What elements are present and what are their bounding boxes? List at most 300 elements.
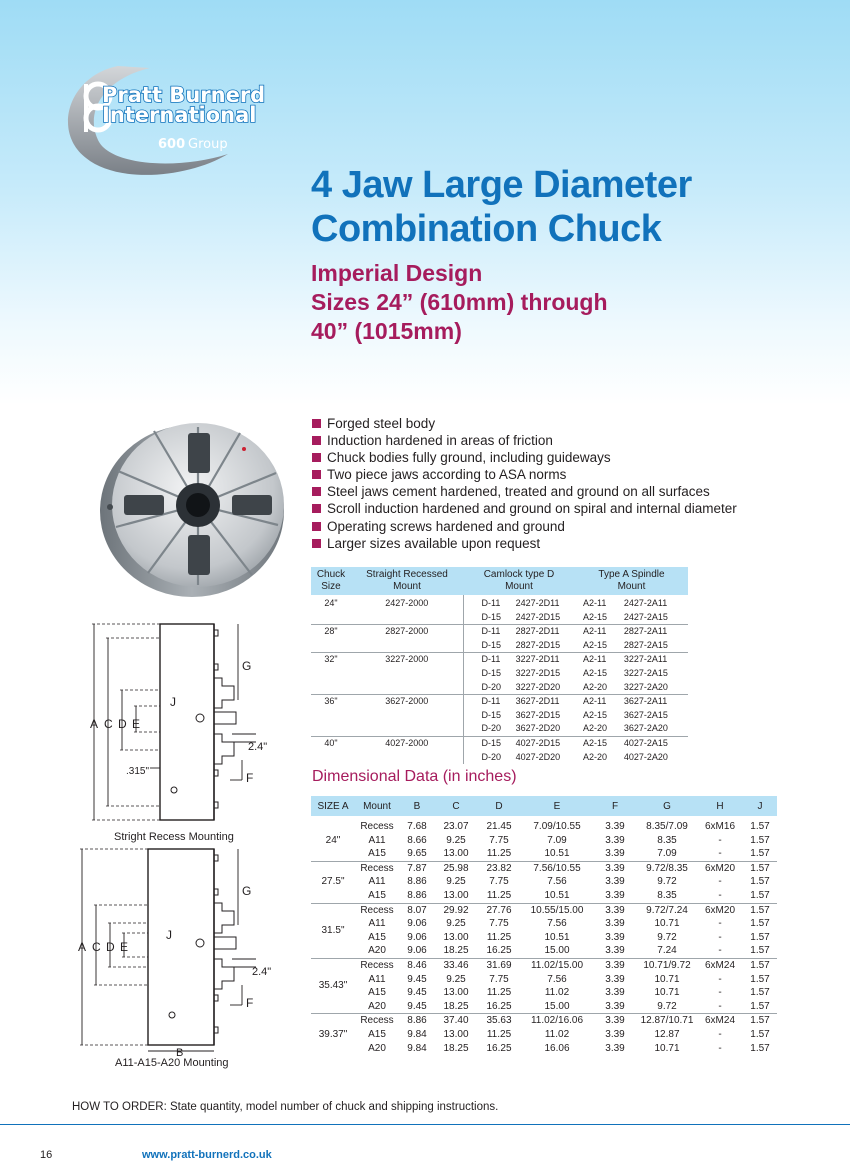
table-row xyxy=(311,1028,777,1042)
dim-cell: 3.39 xyxy=(593,958,637,972)
dim-cell: A11 xyxy=(368,876,386,888)
subtitle-line3: 40” (1015mm) xyxy=(311,318,462,344)
chuck-product-image xyxy=(92,415,287,600)
dim-cell: 7.75 xyxy=(489,973,509,985)
subtitle-line1: Imperial Design xyxy=(311,260,483,286)
dim-cell: 29.92 xyxy=(435,903,477,917)
cell-typea-part: 3627-2A20 xyxy=(623,723,668,734)
dim-cell: 9.25 xyxy=(446,834,466,846)
dim-cell: 18.25 xyxy=(443,945,469,957)
table-row xyxy=(311,903,777,917)
dim-cell: 11.25 xyxy=(486,889,512,901)
bullet-square-icon xyxy=(312,522,321,531)
dim-cell: 7.87 xyxy=(399,861,435,875)
dim-cell: 13.00 xyxy=(443,889,469,901)
dim-cell: 6xM24 xyxy=(697,1014,743,1028)
bullet-square-icon xyxy=(312,453,321,462)
dim-cell: 7.56/10.55 xyxy=(521,861,593,875)
cell-camlock-part: 3227-2D15 xyxy=(515,667,561,678)
table-row xyxy=(311,889,777,903)
cell-camlock-part: 2827-2D11 xyxy=(514,625,575,639)
dim-header-cell: Mount xyxy=(355,796,399,816)
dim-cell: 31.69 xyxy=(477,958,521,972)
company-logo xyxy=(58,62,328,187)
dim2-label-b: B xyxy=(176,1047,184,1057)
cell-camlock: D-11 xyxy=(463,653,514,667)
dim-cell: Recess xyxy=(355,861,399,875)
cell-straight: 3227-2000 xyxy=(351,653,463,667)
dim-cell: 3.39 xyxy=(605,848,625,860)
subtitle-line2: Sizes 24” (610mm) through xyxy=(311,289,608,315)
cell-straight: 4027-2000 xyxy=(351,736,463,750)
dim-cell: 3.39 xyxy=(605,973,625,985)
cell-straight xyxy=(351,722,463,736)
dim-cell: - xyxy=(718,987,722,999)
cell-typea: A2-11 xyxy=(575,625,622,639)
order-note: HOW TO ORDER: State quantity, model number of chuck and shipping instructions. xyxy=(72,1101,499,1113)
feature-item xyxy=(312,415,832,432)
dim-cell: 27.76 xyxy=(477,903,521,917)
cell-straight xyxy=(351,667,463,681)
dim-cell: 7.56 xyxy=(547,876,567,888)
cell-camlock: D-20 xyxy=(463,681,514,695)
dim-cell: - xyxy=(718,945,722,957)
dim-cell: - xyxy=(718,848,722,860)
dim-header-cell: H xyxy=(697,796,743,816)
dim-cell: 3.39 xyxy=(605,889,625,901)
dim-cell: - xyxy=(718,1042,722,1054)
dim-cell: - xyxy=(718,834,722,846)
page-number: 16 xyxy=(40,1149,53,1161)
bullet-square-icon xyxy=(312,419,321,428)
dim-cell: 15.00 xyxy=(544,945,570,957)
cell-size: 28" xyxy=(311,625,351,639)
mount-table xyxy=(311,567,688,764)
dim-cell: 1.57 xyxy=(743,903,777,917)
dim-cell: 18.25 xyxy=(443,1000,469,1012)
dim-cell: 1.57 xyxy=(750,987,770,999)
dim-cell: 23.82 xyxy=(477,861,521,875)
dim-cell: - xyxy=(718,931,722,943)
dim-cell: 37.40 xyxy=(435,1014,477,1028)
bullet-square-icon xyxy=(312,436,321,445)
dim-cell: 3.39 xyxy=(605,945,625,957)
dim-cell: 3.39 xyxy=(605,987,625,999)
dim-cell: - xyxy=(718,1000,722,1012)
cell-typea-part: 4027-2A15 xyxy=(622,736,688,750)
dim-cell: 11.25 xyxy=(486,931,512,943)
cell-size-a: 24" xyxy=(325,834,341,846)
dim-cell: 9.72/7.24 xyxy=(637,903,697,917)
dim-cell: A20 xyxy=(368,945,386,957)
dim-cell: - xyxy=(718,973,722,985)
dim-cell: 8.07 xyxy=(399,903,435,917)
dim-cell: 33.46 xyxy=(435,958,477,972)
logo-group-number: 600 xyxy=(158,137,186,152)
cell-size: 32" xyxy=(311,653,351,667)
table-row xyxy=(311,736,688,750)
dim-cell: 6xM24 xyxy=(697,958,743,972)
dim-cell: 10.71 xyxy=(654,1042,680,1054)
feature-item xyxy=(312,535,832,552)
dim-cell: 7.09/10.55 xyxy=(533,821,581,832)
dim-label-24: 2.4" xyxy=(248,741,268,753)
dim2-label-d: D xyxy=(106,940,115,954)
cell-typea-part: 3627-2A11 xyxy=(622,695,688,709)
cell-size xyxy=(311,709,351,723)
dim-cell: 1.57 xyxy=(750,918,770,930)
dim-cell: 10.55/15.00 xyxy=(521,903,593,917)
dim-label-e: E xyxy=(132,717,141,731)
dim-cell: 18.25 xyxy=(443,1042,469,1054)
cell-straight xyxy=(351,611,463,625)
dim-cell: 6xM16 xyxy=(704,821,735,832)
cell-size xyxy=(311,681,351,695)
dim-cell: 7.24 xyxy=(657,945,677,957)
cell-typea: A2-15 xyxy=(583,667,608,678)
dimensional-table-header xyxy=(311,796,777,816)
header-chuck-size: Chuck Size xyxy=(311,567,351,595)
cell-typea-part: 3227-2A11 xyxy=(622,653,688,667)
dim-cell: 9.45 xyxy=(407,987,427,999)
dim-cell: 3.39 xyxy=(605,821,625,832)
dim-cell: 9.06 xyxy=(407,918,427,930)
dimensional-heading: Dimensional Data (in inches) xyxy=(312,768,517,785)
title-line2: Combination Chuck xyxy=(311,208,662,250)
cell-camlock-part: 3627-2D15 xyxy=(515,709,561,720)
dim-cell: 13.00 xyxy=(443,848,469,860)
dim-header-cell: C xyxy=(435,796,477,816)
dim-cell: 8.35 xyxy=(657,889,677,901)
dim-cell: 11.25 xyxy=(486,1028,512,1040)
dim-cell: 1.57 xyxy=(750,931,770,943)
feature-text: Scroll induction hardened and ground on spiral and internal diameter xyxy=(327,501,737,517)
dim-cell: 7.75 xyxy=(489,834,509,846)
bullet-square-icon xyxy=(312,470,321,479)
dim-cell: 1.57 xyxy=(750,945,770,957)
table-row xyxy=(311,834,777,848)
dim-cell: 16.25 xyxy=(486,1000,512,1012)
a-mount-drawing xyxy=(70,845,282,1057)
dim-cell: 9.25 xyxy=(446,918,466,930)
cell-typea-part: 2427-2A15 xyxy=(623,611,668,622)
feature-item xyxy=(312,449,832,466)
cell-size: 40" xyxy=(311,736,351,750)
cell-typea-part: 3227-2A20 xyxy=(623,681,668,692)
dim2-label-g: G xyxy=(242,884,252,898)
dim-cell: A15 xyxy=(368,848,386,860)
website-link[interactable]: www.pratt-burnerd.co.uk xyxy=(142,1149,272,1161)
logo-line2: International xyxy=(102,103,257,127)
dim-cell: 15.00 xyxy=(544,1000,570,1012)
dim-cell: 11.02 xyxy=(544,1028,570,1040)
dim-cell: - xyxy=(718,1028,722,1040)
cell-typea-part: 2827-2A11 xyxy=(622,625,688,639)
table-row xyxy=(311,611,688,625)
feature-text: Steel jaws cement hardened, treated and ground on all surfaces xyxy=(327,484,710,500)
dim-cell: 9.84 xyxy=(407,1042,427,1054)
dim-cell: 35.63 xyxy=(477,1014,521,1028)
dim-cell: 11.25 xyxy=(486,987,512,999)
feature-text: Forged steel body xyxy=(327,416,436,431)
dim-header-cell: F xyxy=(593,796,637,816)
dim-cell: 10.71 xyxy=(654,987,680,999)
dim-cell: 3.39 xyxy=(605,918,625,930)
dim-cell: 8.35/7.09 xyxy=(646,821,688,832)
dim-cell: 9.25 xyxy=(446,973,466,985)
dim-header-cell: J xyxy=(743,796,777,816)
dim-header-cell: D xyxy=(477,796,521,816)
table-row xyxy=(311,639,688,653)
dim-cell: 9.45 xyxy=(407,973,427,985)
dim-cell: 3.39 xyxy=(593,1014,637,1028)
dim-cell: A15 xyxy=(368,987,386,999)
dim-cell: 1.57 xyxy=(750,889,770,901)
bullet-square-icon xyxy=(312,504,321,513)
cell-straight xyxy=(351,639,463,653)
dim-cell: 8.86 xyxy=(407,889,427,901)
cell-typea: A2-15 xyxy=(583,709,608,720)
dim-cell: 23.07 xyxy=(443,821,469,832)
dim-cell: 1.57 xyxy=(750,973,770,985)
dim-cell: Recess xyxy=(355,1014,399,1028)
dim-cell: 7.56 xyxy=(547,918,567,930)
cell-camlock: D-15 xyxy=(463,611,514,625)
caption-a-mount: A11-A15-A20 Mounting xyxy=(115,1057,229,1069)
dim-label-g: G xyxy=(242,659,252,673)
dim2-label-24: 2.4" xyxy=(252,966,272,978)
page-title xyxy=(311,163,831,251)
dim-cell: 16.25 xyxy=(486,1042,512,1054)
cell-typea: A2-20 xyxy=(583,723,608,734)
cell-straight: 2427-2000 xyxy=(385,598,429,608)
dim-cell: 1.57 xyxy=(743,958,777,972)
logo-group-text: Group xyxy=(188,137,228,152)
cell-size: 36" xyxy=(311,695,351,709)
cell-camlock: D-20 xyxy=(463,722,514,736)
cell-camlock: D-15 xyxy=(463,709,514,723)
dim-cell: 3.39 xyxy=(605,876,625,888)
table-row xyxy=(311,973,777,987)
dim-cell: 9.72 xyxy=(657,1000,677,1012)
dim-cell: A11 xyxy=(368,834,386,846)
dim-label-d: D xyxy=(118,717,127,731)
cell-typea: A2-15 xyxy=(583,639,608,650)
table-row xyxy=(311,625,688,639)
table-row xyxy=(311,931,777,945)
table-row xyxy=(311,958,777,972)
dim-cell: A15 xyxy=(368,931,386,943)
cell-straight xyxy=(351,681,463,695)
cell-typea: A2-11 xyxy=(575,653,622,667)
feature-text: Chuck bodies fully ground, including guideways xyxy=(327,450,611,466)
dim-cell: 9.65 xyxy=(407,848,427,860)
cell-camlock-part: 3227-2D11 xyxy=(514,653,575,667)
dim-cell: 10.71/9.72 xyxy=(637,958,697,972)
dim-cell: 6xM20 xyxy=(697,903,743,917)
dim-cell: 1.57 xyxy=(750,1028,770,1040)
cell-size xyxy=(311,667,351,681)
dim-cell: 9.06 xyxy=(407,945,427,957)
table-row xyxy=(311,1014,777,1028)
page-subtitle xyxy=(311,259,831,346)
cell-camlock: D-15 xyxy=(463,667,514,681)
header-camlock: Camlock type D Mount xyxy=(463,567,575,595)
dim-cell: 10.51 xyxy=(544,848,570,860)
table-row xyxy=(311,847,777,861)
dim-cell: 13.00 xyxy=(443,931,469,943)
feature-item xyxy=(312,483,832,500)
logo-line1: Pratt Burnerd xyxy=(102,83,266,107)
dim-cell: A11 xyxy=(368,973,386,985)
dim-cell: 3.39 xyxy=(605,1000,625,1012)
dim-label-c: C xyxy=(104,717,113,731)
cell-typea: A2-15 xyxy=(583,611,608,622)
dim2-label-e: E xyxy=(120,940,129,954)
dim-cell: - xyxy=(718,918,722,930)
dim-cell: 11.25 xyxy=(486,848,512,860)
cell-size: 24" xyxy=(324,598,338,608)
dim-cell: Recess xyxy=(360,821,394,832)
dim-cell: 8.46 xyxy=(399,958,435,972)
dim-cell: 8.86 xyxy=(399,1014,435,1028)
dim-cell: A15 xyxy=(368,889,386,901)
dim-cell: 3.39 xyxy=(593,861,637,875)
feature-text: Larger sizes available upon request xyxy=(327,535,541,551)
cell-camlock: D-20 xyxy=(463,751,514,765)
bullet-square-icon xyxy=(312,487,321,496)
cell-typea: A2-20 xyxy=(583,751,608,762)
dim-cell: 10.51 xyxy=(544,889,570,901)
dim-cell: 3.39 xyxy=(605,1042,625,1054)
table-row xyxy=(311,751,688,765)
feature-text: Two piece jaws according to ASA norms xyxy=(327,467,567,483)
dim-cell: Recess xyxy=(355,958,399,972)
dim-cell: 9.06 xyxy=(407,931,427,943)
dim-cell: 25.98 xyxy=(435,861,477,875)
bullet-square-icon xyxy=(312,539,321,548)
dim-cell: 9.45 xyxy=(407,1000,427,1012)
cell-size xyxy=(311,751,351,765)
table-row xyxy=(311,986,777,1000)
cell-typea-part: 3227-2A15 xyxy=(623,667,668,678)
dim-cell: A15 xyxy=(368,1028,386,1040)
cell-typea: A2-11 xyxy=(575,695,622,709)
cell-typea-part: 2827-2A15 xyxy=(623,639,668,650)
table-row xyxy=(311,695,688,709)
table-row xyxy=(311,595,688,611)
dim-cell: 11.02 xyxy=(544,987,570,999)
dim-cell: 1.57 xyxy=(750,848,770,860)
dim-cell: 10.71 xyxy=(654,973,680,985)
feature-list xyxy=(312,415,832,552)
header-straight-recessed: Straight Recessed Mount xyxy=(351,567,463,595)
table-row xyxy=(311,722,688,736)
feature-item xyxy=(312,432,832,449)
dim-cell: 13.00 xyxy=(443,987,469,999)
feature-text: Operating screws hardened and ground xyxy=(327,518,565,534)
dim-header-cell: B xyxy=(399,796,435,816)
cell-camlock-part: 2427-2D15 xyxy=(515,611,561,622)
table-row xyxy=(311,1000,777,1014)
cell-camlock-part: 4027-2D15 xyxy=(514,736,575,750)
dim-cell: 10.71 xyxy=(654,918,680,930)
dim-header-cell: G xyxy=(637,796,697,816)
cell-straight: 2827-2000 xyxy=(351,625,463,639)
dim-cell: 6xM20 xyxy=(697,861,743,875)
title-line1: 4 Jaw Large Diameter xyxy=(311,164,692,206)
dim2-label-f: F xyxy=(246,996,254,1010)
cell-camlock-part: 2827-2D15 xyxy=(515,639,561,650)
dim-cell: 3.39 xyxy=(605,1028,625,1040)
mount-table-header xyxy=(311,567,688,595)
dim-cell: 10.51 xyxy=(544,931,570,943)
dim-cell: A20 xyxy=(368,1000,386,1012)
feature-item xyxy=(312,466,832,483)
dim-cell: 7.56 xyxy=(547,973,567,985)
dim-cell: 1.57 xyxy=(750,876,770,888)
cell-size-a: 27.5" xyxy=(311,861,355,903)
feature-item xyxy=(312,500,832,517)
table-row xyxy=(311,709,688,723)
cell-size xyxy=(311,722,351,736)
cell-typea: A2-15 xyxy=(575,736,622,750)
feature-text: Induction hardened in areas of friction xyxy=(327,433,553,449)
dim-header-cell: SIZE A xyxy=(311,796,355,816)
cell-camlock: D-11 xyxy=(463,625,514,639)
dim-cell: 9.72 xyxy=(657,931,677,943)
cell-size-a: 35.43" xyxy=(311,958,355,1013)
table-row xyxy=(311,1042,777,1056)
dim-cell: 3.39 xyxy=(593,903,637,917)
cell-typea: A2-11 xyxy=(583,598,607,608)
dim-cell: - xyxy=(718,876,722,888)
dim-cell: 1.57 xyxy=(750,1000,770,1012)
cell-typea-part: 2427-2A11 xyxy=(623,598,668,608)
dim-cell: 13.00 xyxy=(443,1028,469,1040)
dim-cell: 7.09 xyxy=(547,834,567,846)
dim-cell: 3.39 xyxy=(605,931,625,943)
table-row xyxy=(311,875,777,889)
dim-header-cell: E xyxy=(521,796,593,816)
dim-label-f: F xyxy=(246,771,254,785)
cell-camlock-part: 3627-2D20 xyxy=(515,723,561,734)
cell-camlock: D-15 xyxy=(463,736,514,750)
cell-size-a: 39.37" xyxy=(311,1014,355,1055)
dim-cell: 7.75 xyxy=(489,876,509,888)
straight-recess-drawing xyxy=(82,620,282,830)
table-row xyxy=(311,944,777,958)
dim-cell: A20 xyxy=(368,1042,386,1054)
dim-cell: 7.68 xyxy=(407,821,427,832)
footer-rule xyxy=(0,1124,850,1125)
dim-cell: 16.06 xyxy=(544,1042,570,1054)
dim-cell: 9.72/8.35 xyxy=(637,861,697,875)
cell-straight xyxy=(351,709,463,723)
cell-straight: 3627-2000 xyxy=(351,695,463,709)
dim-cell: A11 xyxy=(368,918,386,930)
table-row xyxy=(311,681,688,695)
dim-cell: 12.87 xyxy=(654,1028,680,1040)
dim2-label-a: A xyxy=(78,940,87,954)
cell-size-a: 31.5" xyxy=(311,903,355,958)
cell-size xyxy=(311,611,351,625)
table-row xyxy=(311,816,777,834)
dim-cell: 1.57 xyxy=(750,821,770,832)
dim-cell: 1.57 xyxy=(750,1042,770,1054)
dim-cell: 12.87/10.71 xyxy=(637,1014,697,1028)
cell-camlock-part: 2427-2D11 xyxy=(515,598,560,608)
